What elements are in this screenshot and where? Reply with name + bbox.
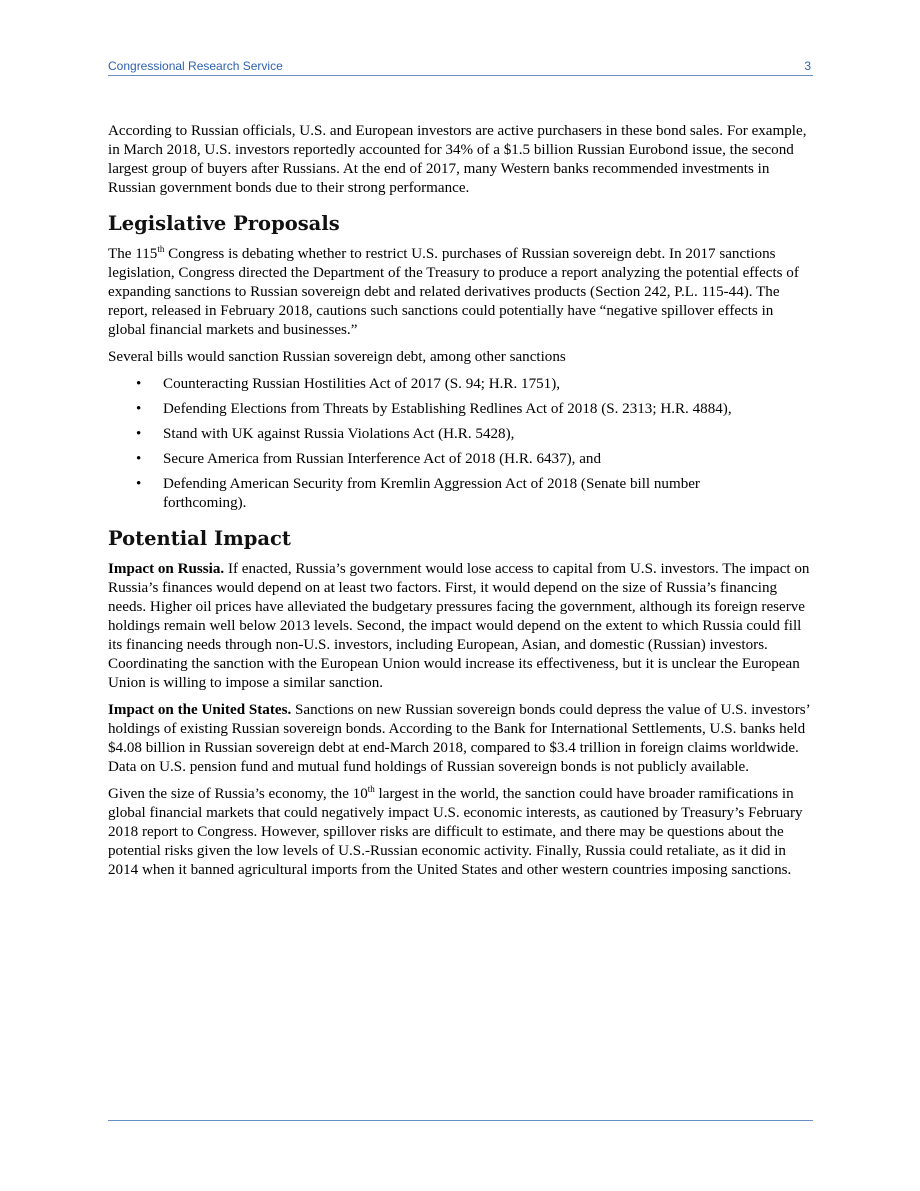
- footer-divider: [108, 1120, 813, 1121]
- impact-russia-paragraph: Impact on Russia. If enacted, Russia’s government would lose access to capital from U.S. investors. The impact on Russia’s finances would depend on at least two factors. First, it would depend on the size of Russia’s financing needs. Higher oil prices have alleviated the budgetary pressures facing the government, although its foreign reserve holdings remain well below 2013 levels. Second, the impact would depend on the extent to which Russia could fill its financing needs through non-U.S. investors, including European, Asian, and domestic (Russian) investors. Coordinating the sanction with the European Union would increase its effectiveness, but it is unclear the European Union is willing to impose a similar sanction.: [108, 561, 810, 691]
- page-header: [108, 57, 813, 76]
- bullet-icon: •: [136, 451, 142, 467]
- bills-intro-paragraph: Several bills would sanction Russian sovereign debt, among other sanctions: [108, 349, 566, 365]
- bullet-icon: •: [136, 476, 142, 492]
- potential-impact-heading: Potential Impact: [108, 527, 291, 550]
- list-item: • Secure America from Russian Interference Act of 2018 (H.R. 6437), and: [136, 451, 601, 467]
- legislative-paragraph: The 115th Congress is debating whether to restrict U.S. purchases of Russian sovereign debt. In 2017 sanctions legislation, Congress directed the Department of the Treasury to produce a report analyzing the potential effects of expanding sanctions to Russian sovereign debt and related derivatives products (Section 242, P.L. 115-44). The report, released in February 2018, cautions such sanctions could potentially have “negative spillover effects in global financial markets and businesses.”: [108, 243, 799, 338]
- document-body: [108, 122, 814, 888]
- list-item: • Stand with UK against Russia Violations Act (H.R. 5428),: [136, 426, 515, 442]
- bills-list: [108, 375, 814, 513]
- report-source-label: Congressional Research Service: [108, 59, 283, 73]
- intro-paragraph: According to Russian officials, U.S. and European investors are active purchasers in these bond sales. For example, in March 2018, U.S. investors reportedly accounted for 34% of a $1.5 billion Russian Eurobond issue, the second largest group of buyers after Russians. At the end of 2017, many Western banks recommended investments in Russian government bonds due to their strong performance.: [108, 123, 807, 196]
- list-item: • Defending American Security from Kremlin Aggression Act of 2018 (Senate bill number forthcoming).: [136, 476, 700, 511]
- bullet-icon: •: [136, 401, 142, 417]
- legislative-proposals-heading: Legislative Proposals: [108, 212, 340, 235]
- broader-ramifications-paragraph: Given the size of Russia’s economy, the 10th largest in the world, the sanction could have broader ramifications in global financial markets that could negatively impact U.S. economic interests, as cautioned by Treasury’s February 2018 report to Congress. However, spillover risks are difficult to estimate, and there may be questions about the potential risks given the low levels of U.S.-Russian economic activity. Finally, Russia could retaliate, as it did in 2014 when it banned agricultural imports from the United States and other western countries imposing sanctions.: [108, 783, 803, 878]
- list-item: • Counteracting Russian Hostilities Act of 2017 (S. 94; H.R. 1751),: [136, 376, 561, 392]
- page-number: 3: [804, 59, 811, 73]
- bullet-icon: •: [136, 376, 142, 392]
- impact-us-paragraph: Impact on the United States. Sanctions on new Russian sovereign bonds could depress the value of U.S. investors’ holdings of existing Russian sovereign bonds. According to the Bank for International Settlements, U.S. banks held $4.08 billion in Russian sovereign debt at end-March 2018, compared to $3.4 trillion in foreign claims worldwide. Data on U.S. pension fund and mutual fund holdings of Russian sovereign bonds is not publicly available.: [108, 702, 810, 775]
- list-item: • Defending Elections from Threats by Establishing Redlines Act of 2018 (S. 2313; H.R. 4884),: [136, 401, 732, 417]
- bullet-icon: •: [136, 426, 142, 442]
